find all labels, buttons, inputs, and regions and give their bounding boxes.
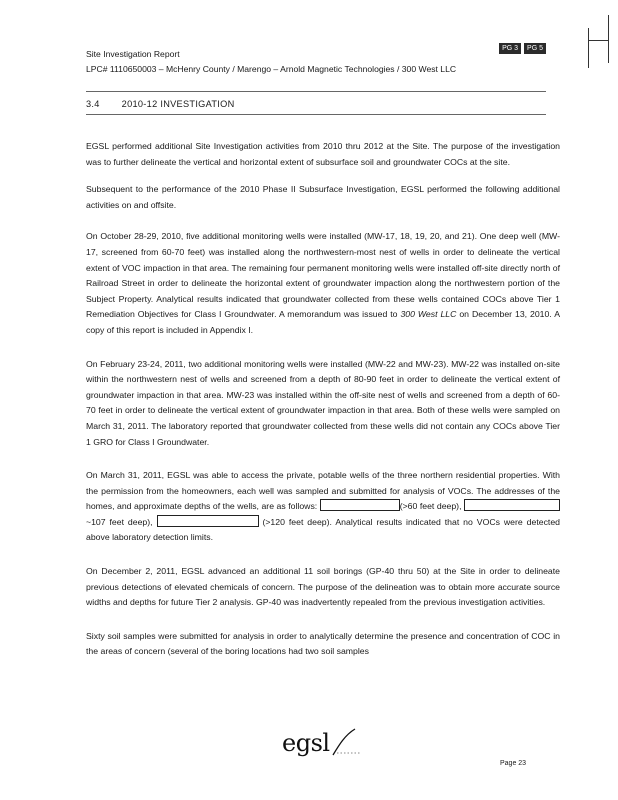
body-text (86, 139, 560, 660)
egsl-logo (282, 727, 365, 757)
page-stamps (499, 43, 546, 54)
paragraph-1: EGSL performed additional Site Investigation activities from 2010 thru 2012 at the Site. The purpose of the investigation was to further delineate the vertical and horizontal extent of subsurface soil and groundwater COCs at the site. (86, 141, 560, 167)
page-number: Page 23 (500, 760, 527, 767)
redaction-box (464, 499, 560, 511)
header-rule (86, 91, 546, 92)
italic-company: 300 West LLC (400, 309, 457, 320)
scan-margin-marks (586, 10, 610, 70)
stamp-1: PG 3 (499, 43, 521, 54)
redaction-box (320, 499, 400, 511)
logo-swoosh-icon (331, 727, 365, 757)
section-heading (86, 99, 235, 109)
header-subtitle: LPC# 1110650003 – McHenry County / Marengo – Arnold Magnetic Technologies / 300 West LLC (86, 64, 457, 74)
paragraph-7: Sixty soil samples were submitted for analysis in order to analytically determine the presence and concentration of COC in the areas of concern (several of the boring locations had two soil samples (86, 630, 560, 657)
paragraph-3: On October 28-29, 2010, five additional monitoring wells were installed (MW-17, 18, 19, 20, and 21). One deep well (MW-17, screened from 60-70 feet) was installed along the northwestern-most nest of wells in order to delineate the vertical extent of VOC impaction in that area. The remaining four permanent monitoring wells were installed off-site directly north of Railroad Street in order to delineate the horizontal extent of groundwater impaction along the northwestern portion of the Subject Property. Analytical results indicated that groundwater collected from these wells contained COCs above Tier 1 Remediation Objectives for Class I Groundwater. A memorandum was issued to 300 West LLC on December 13, 2010. A copy of this report is included in Appendix I. (86, 231, 561, 335)
stamp-2: PG 5 (524, 43, 546, 54)
section-rule (86, 114, 546, 115)
header-title: Site Investigation Report (86, 49, 180, 59)
section-number: 3.4 (86, 99, 100, 109)
paragraph-2: Subsequent to the performance of the 2010 Phase II Subsurface Investigation, EGSL performed the following additional activities on and offsite. (86, 184, 560, 210)
section-title: 2010-12 INVESTIGATION (121, 99, 235, 109)
paragraph-5: On March 31, 2011, EGSL was able to access the private, potable wells of the three northern residential properties. With the permission from the homeowners, each well was sampled and submitted for analysis of VOCs. The addresses of the homes, and approximate depths of the wells, are as follows: (>60 feet deep), ~107 feet deep), (>120 feet deep). Analytical results indicated that no VOCs were detected above laboratory detection limits. (86, 470, 560, 543)
report-header (86, 47, 556, 77)
paragraph-6: On December 2, 2011, EGSL advanced an additional 11 soil borings (GP-40 thru 50) at the Site in order to delineate previous detections of elevated chemicals of concern. The purpose of the delineation was to obtain more accurate source widths and depths for future Tier 2 analysis. GP-40 was inadvertently repealed from the previous investigation activities. (86, 566, 560, 608)
paragraph-4: On February 23-24, 2011, two additional monitoring wells were installed (MW-22 and MW-23). MW-22 was installed on-site within the northwestern nest of wells and screened from a depth of 80-90 feet in order to delineate the vertical extent of groundwater impaction in that area. MW-23 was installed within the off-site nest of wells and screened from a depth of 60-70 feet in order to delineate the vertical extent of groundwater impaction in that area. Both of these wells were sampled on March 31, 2011. The laboratory reported that groundwater collected from these wells did not contain any COCs above Tier 1 GRO for Class I Groundwater. (86, 358, 560, 447)
logo-text: egsl (282, 729, 330, 757)
redaction-box (157, 515, 259, 527)
